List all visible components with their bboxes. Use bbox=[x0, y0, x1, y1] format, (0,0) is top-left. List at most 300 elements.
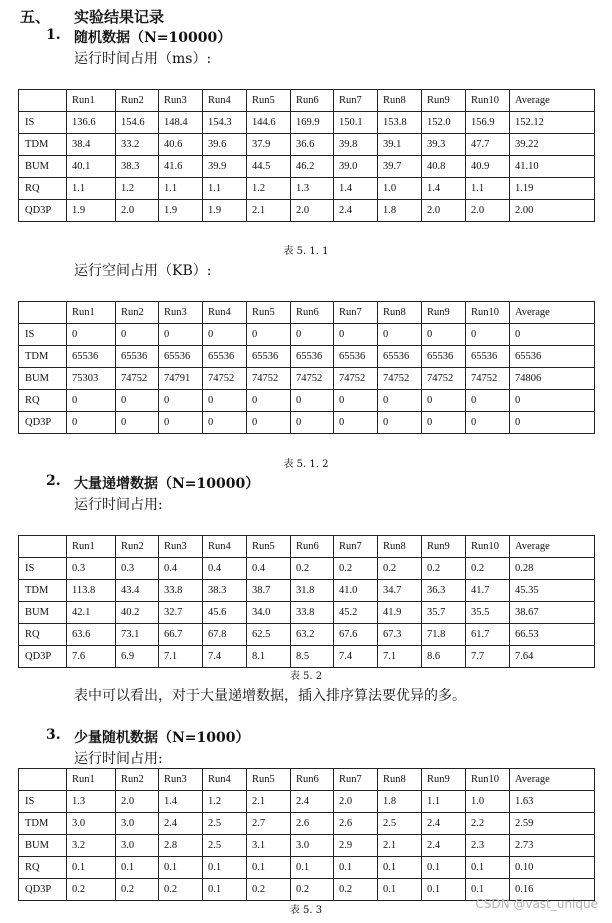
table-cell: 0.2 bbox=[159, 879, 203, 901]
table-header-cell: Run1 bbox=[67, 769, 116, 791]
table-cell: 33.8 bbox=[291, 602, 334, 624]
table-cell: 45.6 bbox=[203, 602, 247, 624]
table-cell: 0 bbox=[67, 412, 116, 434]
table-cell: 0.4 bbox=[159, 558, 203, 580]
table-cell: 8.5 bbox=[291, 646, 334, 668]
table-cell: 7.64 bbox=[510, 646, 595, 668]
table-cell: 1.0 bbox=[378, 178, 422, 200]
table-cell: 0 bbox=[247, 412, 291, 434]
table-header-row bbox=[19, 769, 595, 791]
table-cell: 0.1 bbox=[466, 857, 510, 879]
table-cell: 0 bbox=[159, 390, 203, 412]
table-cell: 0.10 bbox=[510, 857, 595, 879]
table-cell: 0.2 bbox=[116, 879, 159, 901]
table-row bbox=[19, 324, 595, 346]
table-cell: 0 bbox=[291, 412, 334, 434]
table-cell: 0 bbox=[466, 390, 510, 412]
table-cell: 44.5 bbox=[247, 156, 291, 178]
table-cell: 0.2 bbox=[334, 879, 378, 901]
table-cell: 67.8 bbox=[203, 624, 247, 646]
row-label-cell: BUM bbox=[19, 156, 67, 178]
table-cell: 1.8 bbox=[378, 200, 422, 222]
table-cell: 7.1 bbox=[159, 646, 203, 668]
table-cell: 65536 bbox=[378, 346, 422, 368]
part1-title: 随机数据（N=10000） bbox=[74, 30, 232, 46]
table-cell: 31.8 bbox=[291, 580, 334, 602]
table-cell: 39.9 bbox=[203, 156, 247, 178]
table-cell: 65536 bbox=[67, 346, 116, 368]
table-cell: 39.0 bbox=[334, 156, 378, 178]
table-cell: 154.6 bbox=[116, 112, 159, 134]
table-cell: 0.1 bbox=[378, 879, 422, 901]
table-header-cell: Run9 bbox=[422, 769, 466, 791]
table-header-row bbox=[19, 90, 595, 112]
table-cell: 71.8 bbox=[422, 624, 466, 646]
table-cell: 0.1 bbox=[159, 857, 203, 879]
row-label-cell: IS bbox=[19, 791, 67, 813]
table-cell: 150.1 bbox=[334, 112, 378, 134]
table-row bbox=[19, 134, 595, 156]
table-cell: 35.7 bbox=[422, 602, 466, 624]
table-header-cell: Run2 bbox=[116, 90, 159, 112]
table-cell: 74752 bbox=[466, 368, 510, 390]
table-cell: 0.2 bbox=[422, 558, 466, 580]
table-cell: 1.8 bbox=[378, 791, 422, 813]
table-cell: 0 bbox=[378, 390, 422, 412]
table-header-cell: Run6 bbox=[291, 769, 334, 791]
table-cell: 65536 bbox=[466, 346, 510, 368]
table-row bbox=[19, 602, 595, 624]
row-label-cell: TDM bbox=[19, 580, 67, 602]
row-label-cell: QD3P bbox=[19, 200, 67, 222]
table-cell: 0.1 bbox=[422, 857, 466, 879]
table-cell: 1.19 bbox=[510, 178, 595, 200]
table-header-cell: Run5 bbox=[247, 769, 291, 791]
table-header-cell: Run1 bbox=[67, 536, 116, 558]
table-cell: 0 bbox=[334, 412, 378, 434]
table-cell: 1.4 bbox=[422, 178, 466, 200]
table-cell: 1.3 bbox=[291, 178, 334, 200]
table-cell: 35.5 bbox=[466, 602, 510, 624]
table-header-cell: Run8 bbox=[378, 90, 422, 112]
row-label-cell: BUM bbox=[19, 368, 67, 390]
table-cell: 0.1 bbox=[378, 857, 422, 879]
table-header-cell: Run2 bbox=[116, 769, 159, 791]
table-cell: 0.2 bbox=[67, 879, 116, 901]
table-cell: 36.3 bbox=[422, 580, 466, 602]
table-header-cell: Run4 bbox=[203, 90, 247, 112]
table-cell: 0.3 bbox=[67, 558, 116, 580]
table-header-cell: Run1 bbox=[67, 90, 116, 112]
table-row bbox=[19, 412, 595, 434]
table-cell: 0 bbox=[159, 324, 203, 346]
table-row bbox=[19, 346, 595, 368]
table-header-cell: Run6 bbox=[291, 536, 334, 558]
row-label-cell: RQ bbox=[19, 178, 67, 200]
table-row bbox=[19, 156, 595, 178]
table-cell: 0 bbox=[247, 324, 291, 346]
part3-time-label: 运行时间占用: bbox=[74, 751, 163, 767]
table-cell: 0 bbox=[334, 390, 378, 412]
table-cell: 62.5 bbox=[247, 624, 291, 646]
table-cell: 0 bbox=[291, 324, 334, 346]
table-cell: 39.8 bbox=[334, 134, 378, 156]
table-cell: 63.2 bbox=[291, 624, 334, 646]
part1-space-label: 运行空间占用（KB）: bbox=[74, 263, 212, 279]
table-cell: 66.7 bbox=[159, 624, 203, 646]
table-cell: 0 bbox=[116, 324, 159, 346]
table-row bbox=[19, 580, 595, 602]
table-cell: 1.1 bbox=[203, 178, 247, 200]
table-cell: 1.2 bbox=[247, 178, 291, 200]
table-cell: 74806 bbox=[510, 368, 595, 390]
table-cell: 2.0 bbox=[116, 791, 159, 813]
table-header-row bbox=[19, 302, 595, 324]
table-cell: 2.1 bbox=[378, 835, 422, 857]
table-cell: 1.1 bbox=[67, 178, 116, 200]
table-header-cell: Run1 bbox=[67, 302, 116, 324]
table-row bbox=[19, 200, 595, 222]
table-header-cell: Run4 bbox=[203, 302, 247, 324]
table-cell: 63.6 bbox=[67, 624, 116, 646]
table-cell: 2.4 bbox=[334, 200, 378, 222]
table-cell: 0 bbox=[378, 324, 422, 346]
table-cell: 67.6 bbox=[334, 624, 378, 646]
table-cell: 0.1 bbox=[247, 857, 291, 879]
table-cell: 61.7 bbox=[466, 624, 510, 646]
table-cell: 65536 bbox=[510, 346, 595, 368]
table-cell: 42.1 bbox=[67, 602, 116, 624]
table-cell: 2.4 bbox=[291, 791, 334, 813]
table-cell: 40.6 bbox=[159, 134, 203, 156]
table-cell: 7.6 bbox=[67, 646, 116, 668]
table-cell: 1.0 bbox=[466, 791, 510, 813]
table-cell: 1.2 bbox=[116, 178, 159, 200]
table-cell: 2.5 bbox=[203, 813, 247, 835]
table-cell: 0 bbox=[203, 390, 247, 412]
table-cell: 1.4 bbox=[159, 791, 203, 813]
table-cell: 113.8 bbox=[67, 580, 116, 602]
table-cell: 7.7 bbox=[466, 646, 510, 668]
table-cell: 67.3 bbox=[378, 624, 422, 646]
table-cell: 0.1 bbox=[67, 857, 116, 879]
table-cell: 0 bbox=[510, 390, 595, 412]
table-cell: 0.4 bbox=[247, 558, 291, 580]
section-title: 实验结果记录 bbox=[74, 8, 165, 26]
table-cell: 0.16 bbox=[510, 879, 595, 901]
table-cell: 152.12 bbox=[510, 112, 595, 134]
table-cell: 45.35 bbox=[510, 580, 595, 602]
table-cell: 2.2 bbox=[466, 813, 510, 835]
table-cell: 2.8 bbox=[159, 835, 203, 857]
table-cell: 2.59 bbox=[510, 813, 595, 835]
table-cell: 34.0 bbox=[247, 602, 291, 624]
part1-space-caption: 表 5. 1. 2 bbox=[283, 459, 329, 470]
table-header-cell: Average bbox=[510, 769, 595, 791]
table-cell: 41.0 bbox=[334, 580, 378, 602]
table-cell: 65536 bbox=[334, 346, 378, 368]
table-cell: 0 bbox=[466, 324, 510, 346]
table-header-cell: Run4 bbox=[203, 769, 247, 791]
table-cell: 39.3 bbox=[422, 134, 466, 156]
table-cell: 154.3 bbox=[203, 112, 247, 134]
table-cell: 2.6 bbox=[334, 813, 378, 835]
table-cell: 0.1 bbox=[203, 857, 247, 879]
table-cell: 1.4 bbox=[334, 178, 378, 200]
table-row bbox=[19, 791, 595, 813]
table-cell: 0.1 bbox=[291, 857, 334, 879]
table-cell: 38.4 bbox=[67, 134, 116, 156]
part3-title: 少量随机数据（N=1000） bbox=[74, 730, 250, 746]
row-label-cell: QD3P bbox=[19, 646, 67, 668]
table-cell: 39.22 bbox=[510, 134, 595, 156]
part3-time-table bbox=[18, 768, 595, 901]
row-label-cell: IS bbox=[19, 324, 67, 346]
table-cell: 144.6 bbox=[247, 112, 291, 134]
table-cell: 0 bbox=[291, 390, 334, 412]
table-cell: 8.6 bbox=[422, 646, 466, 668]
table-cell: 38.7 bbox=[247, 580, 291, 602]
table-cell: 3.0 bbox=[116, 835, 159, 857]
table-cell: 41.10 bbox=[510, 156, 595, 178]
table-cell: 74752 bbox=[247, 368, 291, 390]
table-cell: 65536 bbox=[116, 346, 159, 368]
table-header-cell: Run9 bbox=[422, 536, 466, 558]
table-cell: 74752 bbox=[334, 368, 378, 390]
table-cell: 41.6 bbox=[159, 156, 203, 178]
table-cell: 46.2 bbox=[291, 156, 334, 178]
table-header-cell: Run7 bbox=[334, 302, 378, 324]
table-row bbox=[19, 112, 595, 134]
table-cell: 2.4 bbox=[422, 835, 466, 857]
row-label-cell: RQ bbox=[19, 390, 67, 412]
table-cell: 0.1 bbox=[334, 857, 378, 879]
table-cell: 152.0 bbox=[422, 112, 466, 134]
table-cell: 2.3 bbox=[466, 835, 510, 857]
table-header-cell: Run6 bbox=[291, 302, 334, 324]
table-header-cell: Run5 bbox=[247, 302, 291, 324]
table-cell: 3.2 bbox=[67, 835, 116, 857]
table-cell: 2.0 bbox=[334, 791, 378, 813]
table-header-cell: Run10 bbox=[466, 90, 510, 112]
table-cell: 39.7 bbox=[378, 156, 422, 178]
table-header-cell: Run7 bbox=[334, 536, 378, 558]
table-header-cell bbox=[19, 90, 67, 112]
part1-time-label: 运行时间占用（ms）: bbox=[74, 51, 212, 67]
table-cell: 1.2 bbox=[203, 791, 247, 813]
table-header-cell: Run7 bbox=[334, 90, 378, 112]
table-cell: 0 bbox=[334, 324, 378, 346]
table-header-cell: Run10 bbox=[466, 769, 510, 791]
table-cell: 65536 bbox=[247, 346, 291, 368]
table-header-cell: Run3 bbox=[159, 302, 203, 324]
part3-number: 3. bbox=[46, 727, 61, 743]
table-cell: 2.1 bbox=[247, 200, 291, 222]
table-cell: 43.4 bbox=[116, 580, 159, 602]
row-label-cell: QD3P bbox=[19, 879, 67, 901]
table-cell: 74752 bbox=[116, 368, 159, 390]
part3-caption: 表 5. 3 bbox=[289, 905, 323, 916]
table-cell: 169.9 bbox=[291, 112, 334, 134]
table-cell: 7.1 bbox=[378, 646, 422, 668]
table-header-cell: Run8 bbox=[378, 302, 422, 324]
table-cell: 0 bbox=[203, 412, 247, 434]
table-header-cell: Run7 bbox=[334, 769, 378, 791]
table-cell: 45.2 bbox=[334, 602, 378, 624]
table-cell: 2.5 bbox=[378, 813, 422, 835]
table-cell: 1.1 bbox=[159, 178, 203, 200]
part1-time-table bbox=[18, 89, 595, 222]
table-cell: 40.9 bbox=[466, 156, 510, 178]
table-row bbox=[19, 813, 595, 835]
table-cell: 2.0 bbox=[291, 200, 334, 222]
table-header-cell: Run9 bbox=[422, 302, 466, 324]
table-cell: 47.7 bbox=[466, 134, 510, 156]
table-row bbox=[19, 178, 595, 200]
table-cell: 3.1 bbox=[247, 835, 291, 857]
table-cell: 0.2 bbox=[378, 558, 422, 580]
table-row bbox=[19, 857, 595, 879]
row-label-cell: RQ bbox=[19, 857, 67, 879]
table-row bbox=[19, 558, 595, 580]
table-cell: 38.3 bbox=[116, 156, 159, 178]
table-header-cell: Run10 bbox=[466, 536, 510, 558]
table-header-cell: Run2 bbox=[116, 302, 159, 324]
table-cell: 0.2 bbox=[247, 879, 291, 901]
table-cell: 34.7 bbox=[378, 580, 422, 602]
table-cell: 65536 bbox=[203, 346, 247, 368]
table-header-cell bbox=[19, 536, 67, 558]
table-cell: 3.0 bbox=[67, 813, 116, 835]
table-header-cell: Run2 bbox=[116, 536, 159, 558]
row-label-cell: IS bbox=[19, 558, 67, 580]
part1-time-caption: 表 5. 1. 1 bbox=[283, 246, 329, 257]
table-row bbox=[19, 390, 595, 412]
table-cell: 74752 bbox=[422, 368, 466, 390]
table-header-cell: Run4 bbox=[203, 536, 247, 558]
table-cell: 41.7 bbox=[466, 580, 510, 602]
table-cell: 36.6 bbox=[291, 134, 334, 156]
table-cell: 74752 bbox=[291, 368, 334, 390]
table-cell: 136.6 bbox=[67, 112, 116, 134]
table-cell: 1.3 bbox=[67, 791, 116, 813]
table-cell: 40.2 bbox=[116, 602, 159, 624]
table-cell: 0 bbox=[422, 324, 466, 346]
table-header-cell bbox=[19, 769, 67, 791]
part2-time-table bbox=[18, 535, 595, 668]
row-label-cell: TDM bbox=[19, 346, 67, 368]
table-cell: 75303 bbox=[67, 368, 116, 390]
table-header-cell: Run6 bbox=[291, 90, 334, 112]
part1-number: 1. bbox=[46, 27, 61, 43]
table-cell: 65536 bbox=[159, 346, 203, 368]
table-cell: 0 bbox=[422, 390, 466, 412]
table-cell: 2.7 bbox=[247, 813, 291, 835]
table-cell: 2.0 bbox=[466, 200, 510, 222]
csdn-watermark: CSDN @vast_unique bbox=[475, 897, 598, 911]
table-cell: 0 bbox=[116, 412, 159, 434]
table-cell: 0.2 bbox=[466, 558, 510, 580]
table-cell: 33.8 bbox=[159, 580, 203, 602]
table-cell: 39.1 bbox=[378, 134, 422, 156]
part1-space-table bbox=[18, 301, 595, 434]
table-header-cell: Average bbox=[510, 536, 595, 558]
table-cell: 153.8 bbox=[378, 112, 422, 134]
table-cell: 2.73 bbox=[510, 835, 595, 857]
table-cell: 65536 bbox=[291, 346, 334, 368]
table-header-cell: Run3 bbox=[159, 769, 203, 791]
table-cell: 0.28 bbox=[510, 558, 595, 580]
row-label-cell: TDM bbox=[19, 134, 67, 156]
table-header-cell: Run8 bbox=[378, 536, 422, 558]
part2-caption: 表 5. 2 bbox=[289, 671, 323, 682]
table-header-cell: Run3 bbox=[159, 536, 203, 558]
table-cell: 0 bbox=[116, 390, 159, 412]
table-cell: 2.4 bbox=[159, 813, 203, 835]
part2-note: 表中可以看出，对于大量递增数据，插入排序算法要优异的多。 bbox=[74, 688, 466, 704]
table-row bbox=[19, 646, 595, 668]
table-cell: 33.2 bbox=[116, 134, 159, 156]
table-cell: 0 bbox=[510, 324, 595, 346]
table-cell: 2.6 bbox=[291, 813, 334, 835]
table-cell: 74752 bbox=[203, 368, 247, 390]
table-cell: 1.9 bbox=[203, 200, 247, 222]
part2-number: 2. bbox=[46, 473, 61, 489]
table-cell: 41.9 bbox=[378, 602, 422, 624]
table-cell: 0.1 bbox=[422, 879, 466, 901]
table-cell: 0.1 bbox=[203, 879, 247, 901]
table-cell: 0.2 bbox=[291, 879, 334, 901]
table-cell: 2.0 bbox=[422, 200, 466, 222]
table-cell: 0 bbox=[159, 412, 203, 434]
table-header-cell: Run5 bbox=[247, 536, 291, 558]
table-cell: 0 bbox=[378, 412, 422, 434]
table-cell: 3.0 bbox=[116, 813, 159, 835]
table-cell: 38.3 bbox=[203, 580, 247, 602]
table-cell: 6.9 bbox=[116, 646, 159, 668]
table-cell: 0 bbox=[466, 412, 510, 434]
table-cell: 32.7 bbox=[159, 602, 203, 624]
table-cell: 39.6 bbox=[203, 134, 247, 156]
table-cell: 0 bbox=[67, 324, 116, 346]
table-cell: 148.4 bbox=[159, 112, 203, 134]
table-cell: 0 bbox=[67, 390, 116, 412]
table-cell: 2.9 bbox=[334, 835, 378, 857]
table-cell: 0.1 bbox=[466, 879, 510, 901]
table-cell: 65536 bbox=[422, 346, 466, 368]
table-cell: 0 bbox=[422, 412, 466, 434]
table-cell: 0.3 bbox=[116, 558, 159, 580]
part2-time-label: 运行时间占用: bbox=[74, 497, 163, 513]
table-cell: 0.2 bbox=[291, 558, 334, 580]
table-header-cell: Run9 bbox=[422, 90, 466, 112]
table-cell: 1.1 bbox=[422, 791, 466, 813]
table-cell: 2.0 bbox=[116, 200, 159, 222]
row-label-cell: BUM bbox=[19, 835, 67, 857]
table-cell: 1.9 bbox=[159, 200, 203, 222]
section-number: 五、 bbox=[20, 8, 51, 26]
table-cell: 1.1 bbox=[466, 178, 510, 200]
table-cell: 0.4 bbox=[203, 558, 247, 580]
table-cell: 0.2 bbox=[334, 558, 378, 580]
table-cell: 8.1 bbox=[247, 646, 291, 668]
table-cell: 0 bbox=[247, 390, 291, 412]
table-cell: 156.9 bbox=[466, 112, 510, 134]
table-header-cell: Run8 bbox=[378, 769, 422, 791]
table-cell: 74752 bbox=[378, 368, 422, 390]
table-cell: 2.5 bbox=[203, 835, 247, 857]
table-cell: 2.00 bbox=[510, 200, 595, 222]
